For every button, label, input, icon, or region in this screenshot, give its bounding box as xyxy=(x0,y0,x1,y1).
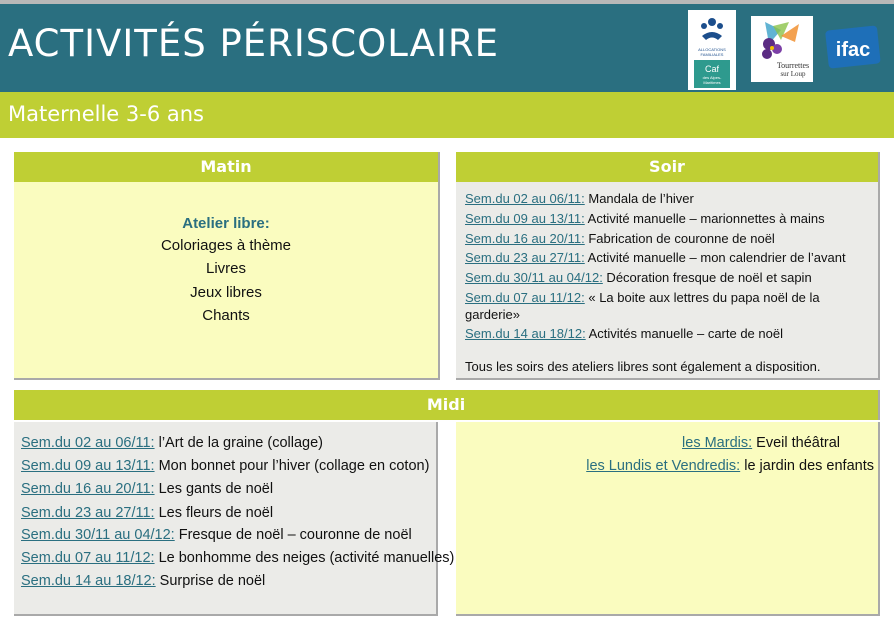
midi-activity: Les fleurs de noël xyxy=(154,505,274,521)
midi-day-link[interactable]: les Lundis et Vendredis: xyxy=(586,458,741,474)
midi-day-link[interactable]: les Mardis: xyxy=(682,435,753,451)
midi-activity: Fresque de noël – couronne de noël xyxy=(174,527,412,543)
matin-item: Coloriages à thème xyxy=(160,237,292,254)
soir-activity: Activité manuelle – mon calendrier de l’avant xyxy=(584,250,846,265)
soir-activity: Activité manuelle – marionnettes à mains xyxy=(584,211,825,226)
midi-date-link[interactable]: Sem.du 14 au 18/12: xyxy=(21,573,156,589)
soir-activity: Décoration fresque de noël et sapin xyxy=(602,270,812,285)
midi-date-link[interactable]: Sem.du 07 au 11/12: xyxy=(21,550,155,566)
matin-item: Chants xyxy=(202,307,250,324)
soir-activity: « La boite aux lettres du papa noël de la xyxy=(584,290,820,305)
midi-date-link[interactable]: Sem.du 16 au 20/11: xyxy=(21,481,155,497)
soir-row-continued xyxy=(465,307,520,322)
page-title: ACTIVITÉS PÉRISCOLAIRE xyxy=(8,22,499,65)
soir-row xyxy=(465,290,820,305)
svg-text:Maritimes: Maritimes xyxy=(703,80,721,85)
svg-text:Caf: Caf xyxy=(704,64,720,74)
midi-left-panel xyxy=(14,422,455,616)
soir-row xyxy=(465,270,812,285)
svg-text:ifac: ifac xyxy=(835,39,871,61)
midi-weekly-row xyxy=(586,458,874,474)
soir-activity: Mandala de l’hiver xyxy=(584,191,694,206)
midi-date-link[interactable]: Sem.du 09 au 13/11: xyxy=(21,458,155,474)
soir-row xyxy=(465,191,694,206)
soir-date-link[interactable]: Sem.du 07 au 11/12: xyxy=(465,290,585,305)
midi-activity: Le bonhomme des neiges (activité manuelles) xyxy=(154,550,455,566)
soir-date-link[interactable]: Sem.du 02 au 06/11: xyxy=(465,191,585,206)
soir-row xyxy=(465,231,775,246)
soir-activity: Fabrication de couronne de noël xyxy=(584,231,775,246)
tourrettes-logo xyxy=(751,16,813,82)
midi-row xyxy=(21,458,429,474)
midi-weekly-activity: Eveil théâtral xyxy=(752,435,840,451)
svg-text:sur Loup: sur Loup xyxy=(780,70,806,78)
svg-text:FAMILIALES: FAMILIALES xyxy=(700,52,724,57)
midi-date-link[interactable]: Sem.du 23 au 27/11: xyxy=(21,505,155,521)
soir-panel xyxy=(456,152,880,380)
soir-row xyxy=(465,211,825,226)
soir-row xyxy=(465,326,783,341)
midi-row xyxy=(21,435,323,451)
matin-panel xyxy=(14,152,440,380)
midi-weekly-activity: le jardin des enfants xyxy=(740,458,874,474)
soir-date-link[interactable]: Sem.du 16 au 20/11: xyxy=(465,231,585,246)
caf-logo xyxy=(688,10,736,90)
matin-heading: Matin xyxy=(14,152,438,182)
midi-heading: Midi xyxy=(14,390,880,420)
midi-row xyxy=(21,573,265,589)
svg-text:ALLOCATIONS: ALLOCATIONS xyxy=(698,47,726,52)
soir-note: Tous les soirs des ateliers libres sont également a disposition. xyxy=(465,359,821,374)
midi-row xyxy=(21,481,273,497)
atelier-title: Atelier libre: xyxy=(182,215,270,232)
svg-text:des Alpes-: des Alpes- xyxy=(702,75,722,80)
soir-date-link[interactable]: Sem.du 09 au 13/11: xyxy=(465,211,585,226)
soir-date-link[interactable]: Sem.du 23 au 27/11: xyxy=(465,250,585,265)
midi-weekly-row xyxy=(682,435,840,451)
midi-activity: Les gants de noël xyxy=(154,481,274,497)
soir-row xyxy=(465,250,846,265)
midi-date-link[interactable]: Sem.du 30/11 au 04/12: xyxy=(21,527,175,543)
ifac-logo xyxy=(823,24,883,72)
soir-heading: Soir xyxy=(456,152,878,182)
soir-date-link[interactable]: Sem.du 14 au 18/12: xyxy=(465,326,586,341)
soir-date-link[interactable]: Sem.du 30/11 au 04/12: xyxy=(465,270,603,285)
midi-activity: Mon bonnet pour l’hiver (collage en coton) xyxy=(154,458,430,474)
midi-row xyxy=(21,550,454,566)
midi-row xyxy=(21,505,273,521)
midi-date-link[interactable]: Sem.du 02 au 06/11: xyxy=(21,435,155,451)
midi-activity: l’Art de la graine (collage) xyxy=(154,435,324,451)
soir-activity: Activités manuelle – carte de noël xyxy=(585,326,783,341)
matin-item: Livres xyxy=(205,260,246,277)
svg-text:Tourrettes: Tourrettes xyxy=(776,61,810,70)
midi-row xyxy=(21,527,412,543)
soir-activity: garderie» xyxy=(465,307,520,322)
matin-item: Jeux libres xyxy=(190,284,262,301)
midi-right-panel xyxy=(456,422,880,616)
page-subtitle: Maternelle 3-6 ans xyxy=(8,102,204,126)
midi-activity: Surprise de noël xyxy=(155,573,266,589)
